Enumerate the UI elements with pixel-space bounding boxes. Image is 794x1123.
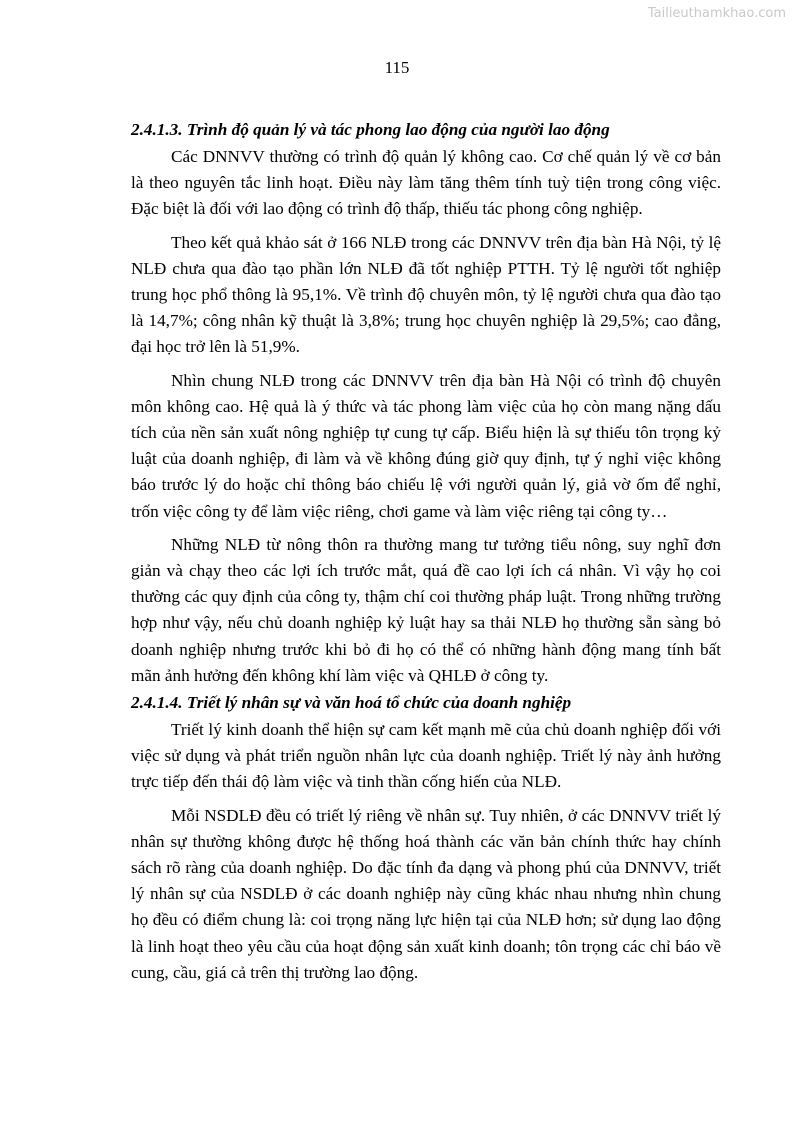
- section-heading: 2.4.1.3. Trình độ quản lý và tác phong lao động của người lao động: [131, 120, 610, 139]
- paragraph: Những NLĐ từ nông thôn ra thường mang tư tưởng tiểu nông, suy nghĩ đơn giản và chạy theo các lợi ích trước mắt, quá đề cao lợi ích cá nhân. Vì vậy họ coi thường các quy định của công ty, thậm chí coi thường pháp luật. Trong những trường hợp như vậy, nếu chủ doanh nghiệp kỷ luật hay sa thải NLĐ họ thường sẵn sàng bỏ doanh nghiệp nhưng trước khi bỏ đi họ có thể có những hành động mang tính bất mãn ảnh hưởng đến không khí làm việc và QHLĐ ở công ty.: [131, 534, 721, 685]
- paragraph: Mỗi NSDLĐ đều có triết lý riêng về nhân sự. Tuy nhiên, ở các DNNVV triết lý nhân sự thường không được hệ thống hoá thành các văn bản chính thức hay chính sách rõ ràng của doanh nghiệp. Do đặc tính đa dạng và phong phú của DNNVV, triết lý nhân sự của NSDLĐ ở các doanh nghiệp này cũng khác nhau nhưng nhìn chung họ đều có điểm chung là: coi trọng năng lực hiện tại của NLĐ hơn; sử dụng lao động là linh hoạt theo yêu cầu của hoạt động sản xuất kinh doanh; tôn trọng các chỉ báo về cung, cầu, giá cả trên thị trường lao động.: [131, 805, 721, 982]
- section-2-4-1-3: [131, 116, 721, 689]
- paragraph: Triết lý kinh doanh thể hiện sự cam kết mạnh mẽ của chủ doanh nghiệp đối với việc sử dụng và phát triển nguồn nhân lực của doanh nghiệp. Triết lý này ảnh hưởng trực tiếp đến thái độ làm việc và tinh thần cống hiến của NLĐ.: [131, 720, 721, 792]
- document-body: [131, 116, 721, 993]
- section-2-4-1-4: [131, 689, 721, 986]
- watermark: Tailieuthamkhao.com: [647, 6, 786, 21]
- paragraph: Các DNNVV thường có trình độ quản lý không cao. Cơ chế quản lý về cơ bản là theo nguyên tắc linh hoạt. Điều này làm tăng thêm tính tuỳ tiện trong công việc. Đặc biệt là đối với lao động có trình độ thấp, thiếu tác phong công nghiệp.: [131, 147, 721, 219]
- paragraph: Theo kết quả khảo sát ở 166 NLĐ trong các DNNVV trên địa bàn Hà Nội, tỷ lệ NLĐ chưa qua đào tạo phần lớn NLĐ đã tốt nghiệp PTTH. Tỷ lệ người tốt nghiệp trung học phổ thông là 95,1%. Về trình độ chuyên môn, tỷ lệ người chưa qua đào tạo là 14,7%; công nhân kỹ thuật là 3,8%; trung học chuyên nghiệp là 29,5%; cao đẳng, đại học trở lên là 51,9%.: [131, 232, 721, 357]
- page-number: 115: [384, 58, 410, 77]
- paragraph: Nhìn chung NLĐ trong các DNNVV trên địa bàn Hà Nội có trình độ chuyên môn không cao. Hệ quả là ý thức và tác phong làm việc của họ còn mang nặng dấu tích của nền sản xuất nông nghiệp tự cung tự cấp. Biểu hiện là sự thiếu tôn trọng kỷ luật của doanh nghiệp, đi làm và về không đúng giờ quy định, tự ý nghỉ việc không báo trước lý do hoặc chỉ thông báo chiếu lệ với người quản lý, giả vờ ốm để nghỉ, trốn việc công ty để làm việc riêng, chơi game và làm việc riêng tại công ty…: [131, 370, 721, 521]
- section-heading: 2.4.1.4. Triết lý nhân sự và văn hoá tổ chức của doanh nghiệp: [131, 693, 572, 713]
